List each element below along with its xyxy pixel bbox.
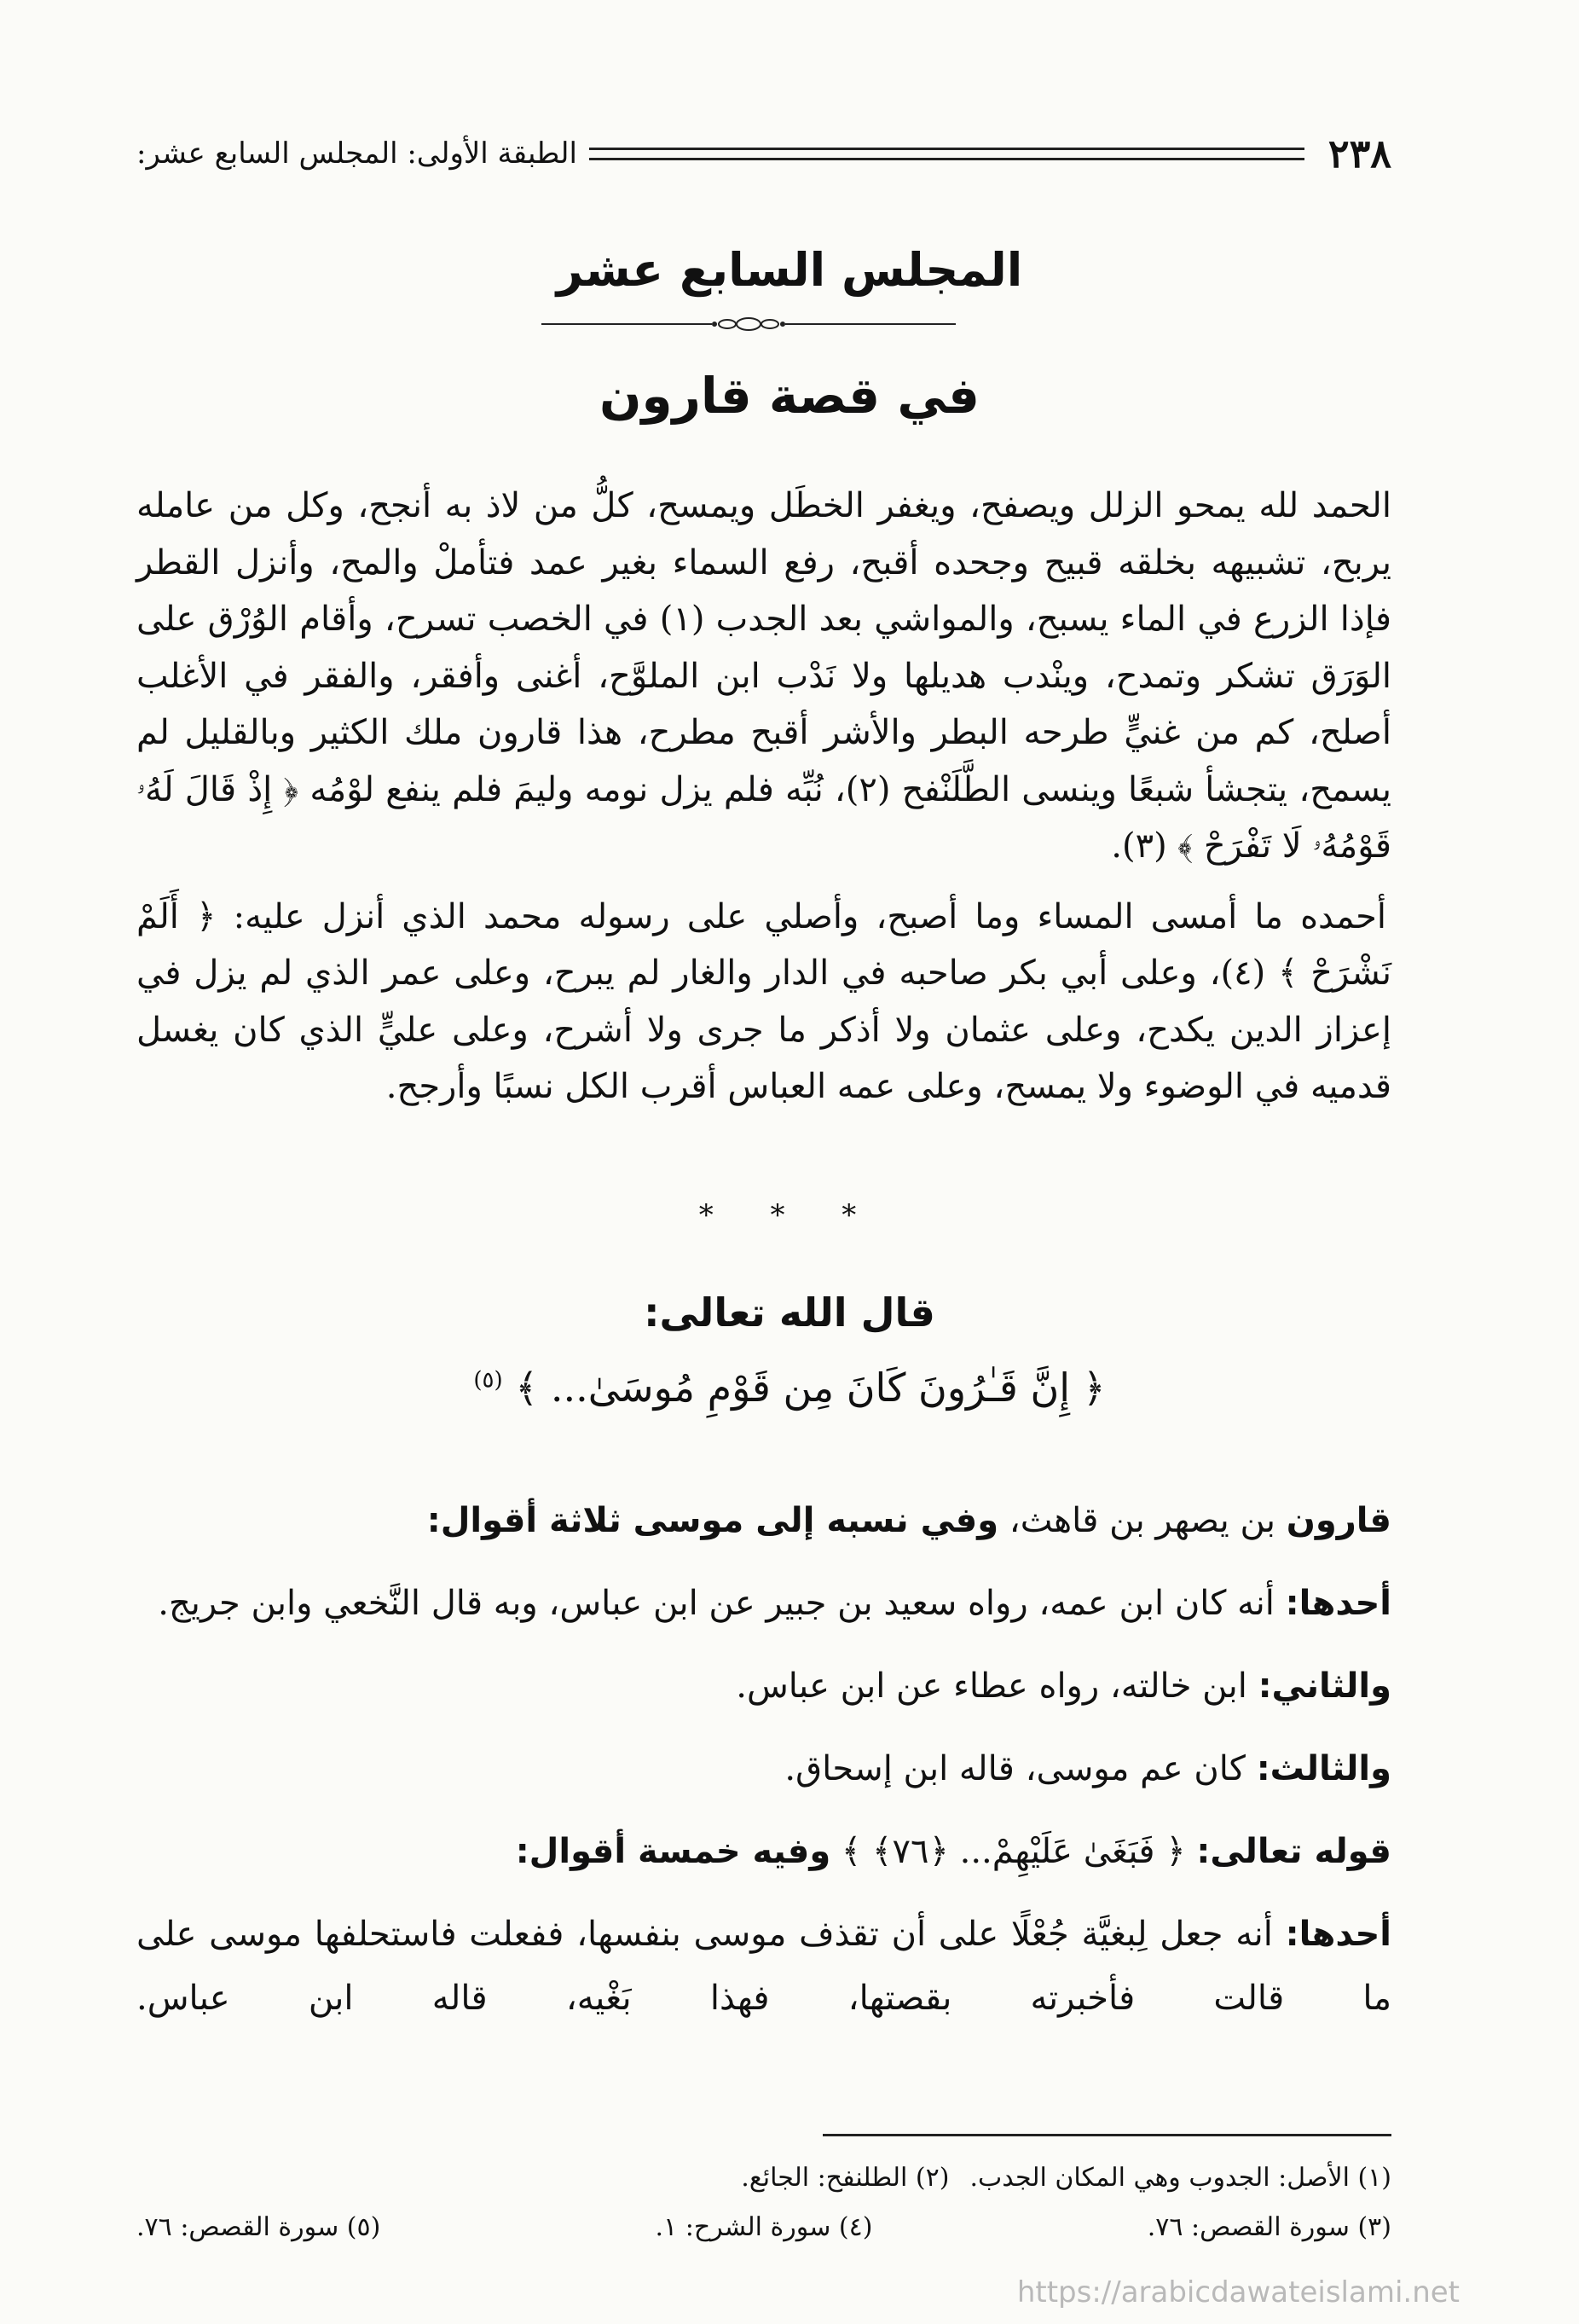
footnote-1: (١) الأصل: الجدوب وهي المكان الجدب. — [969, 2163, 1391, 2193]
running-header — [136, 128, 1391, 179]
story-title: في قصة قارون — [599, 367, 980, 425]
verse-text: ﴿ إِنَّ قَـٰرُونَ كَانَ مِن قَوْمِ مُوسَىٰ... ﴾ — [515, 1365, 1106, 1411]
footnote-3: (٣) سورة القصص: ٧٦. — [1147, 2212, 1391, 2242]
footnote-4: (٤) سورة الشرح: ١. — [655, 2212, 873, 2242]
text-span: ابن خالته، رواه عطاء عن ابن عباس. — [736, 1666, 1258, 1706]
bold-term: قوله تعالى: — [1196, 1832, 1391, 1871]
footnote-row — [136, 2153, 1391, 2203]
bold-phrase: وفي نسبه إلى موسى ثلاثة أقوال: — [426, 1501, 999, 1540]
intro-paragraph-1: الحمد لله يمحو الزلل ويصفح، ويغفر الخطَل ويمسح، كلُّ من لاذ به أنجح، وكل من عامله يربح، تشبيهه بخلقه قبيح وجحده أقبح، رفع السماء بغير عمد فتأملْ والمح، وأنزل القطر فإذا الزرع في الماء يسبح، والمواشي بعد الجدب (١) في الخصب تسرح، وأقام الوُرْق على الوَرَق تشكر وتمدح، وينْدب هديلها ولا نَدْب ابن الملوَّح، أغنى وأفقر، والفقر في الأغلب أصلح، كم من غنيٍّ طرحه البطر والأشر أقبح مطرح، هذا قارون ملك الكثير وبالقليل لم يسمح، يتجشأ شبعًا وينسى الطَّلَنْفح (٢)، نُبِّه فلم يزل نومه وليمَ فلم ينفع لوْمُه ﴿ إِذْ قَالَ لَهُۥ قَوْمُهُۥ لَا تَفْرَحْ ﴾ (٣). — [136, 486, 1391, 866]
footnote-2: (٢) الطلنفح: الجائع. — [741, 2163, 950, 2193]
text-line — [136, 1903, 1391, 2031]
bold-phrase: وفيه خمسة أقوال: — [515, 1832, 831, 1871]
header-double-rule — [589, 148, 1304, 160]
commentary-text — [136, 1480, 1391, 2031]
text-span: أنه جعل لِبغيَّة جُعْلًا على أن تقذف موسى بنفسها، ففعلت فاستحلفها موسى على ما قالت فأخبرته بقصتها، فهذا بَغْيه، قاله ابن عباس. — [136, 1915, 1391, 2018]
bold-term: قارون — [1286, 1501, 1391, 1540]
ornament-divider — [541, 316, 956, 333]
text-line — [136, 1645, 1391, 1728]
page-number: ٢٣٨ — [1327, 130, 1391, 177]
quran-verse — [0, 1365, 1579, 1411]
section-title: المجلس السابع عشر — [556, 243, 1023, 297]
footnote-separator — [823, 2134, 1391, 2136]
text-line — [136, 1562, 1391, 1645]
text-line — [136, 1480, 1391, 1562]
footnote-marker: (٥) — [473, 1367, 503, 1394]
bold-term: والثالث: — [1256, 1749, 1391, 1788]
footnote-row — [136, 2203, 1391, 2252]
text-span: بن يصهر بن قاهث، — [998, 1501, 1287, 1540]
bold-term: والثاني: — [1258, 1666, 1391, 1706]
watermark-url: https://arabicdawateislami.net — [1016, 2275, 1460, 2310]
bold-term: أحدها: — [1285, 1915, 1391, 1954]
footnote-5: (٥) سورة القصص: ٧٦. — [136, 2212, 381, 2242]
text-span: كان عم موسى، قاله ابن إسحاق. — [784, 1749, 1257, 1788]
bold-term: أحدها: — [1285, 1584, 1391, 1623]
verse-heading: قال الله تعالى: — [644, 1290, 935, 1336]
text-line — [136, 1728, 1391, 1811]
intro-text — [136, 478, 1391, 1116]
verse-span: ﴿ فَبَغَىٰ عَلَيْهِمْ... ﴿٧٦﴾ ﴾ — [830, 1832, 1197, 1871]
footnotes — [136, 2153, 1391, 2252]
star-separator: * * * — [698, 1198, 881, 1232]
running-title: الطبقة الأولى: المجلس السابع عشر: — [136, 136, 577, 171]
intro-paragraph-2: أحمده ما أمسى المساء وما أصبح، وأصلي على رسوله محمد الذي أنزل عليه: ﴿ أَلَمْ نَشْرَحْ ﴾ (٤)، وعلى أبي بكر صاحبه في الدار والغار لم يبرح، وعلى عمر الذي لم يزل في إعزاز الدين يكدح، وعلى عثمان ولا أذكر ما جرى ولا أشرح، وعلى عليٍّ الذي كان يغسل قدميه في الوضوء ولا يمسح، وعلى عمه العباس أقرب الكل نسبًا وأرجح. — [136, 896, 1391, 1106]
text-span: أنه كان ابن عمه، رواه سعيد بن جبير عن ابن عباس، وبه قال النَّخعي وابن جريج. — [158, 1584, 1286, 1623]
text-line — [136, 1811, 1391, 1893]
